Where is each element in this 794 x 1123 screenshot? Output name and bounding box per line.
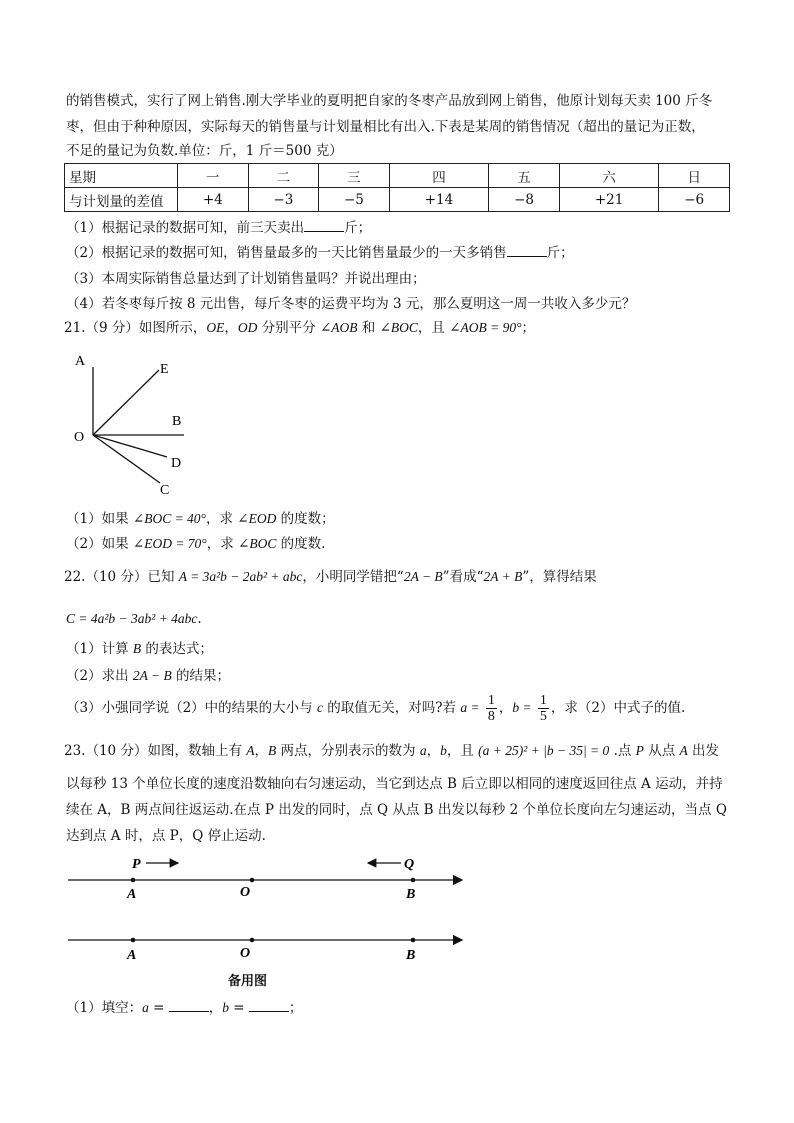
q20-part-2: （2）根据记录的数据可知，销售量最多的一天比销售量最少的一天多销售 斤； — [66, 245, 574, 261]
label-A-axis: A — [127, 887, 137, 902]
q22-part-3: （3）小强同学说（2）中的结果的大小与 c 的取值无关，对吗?若 a = $\frac{1}{8}$ ，b = $\frac{1}{5}$ ，求（2）中式子的值. — [66, 693, 686, 724]
table-header-label: 星期 — [65, 164, 178, 188]
point-A — [131, 878, 136, 883]
answer-blank[interactable] — [304, 219, 344, 232]
label-D: D — [171, 456, 182, 471]
point-B — [411, 878, 416, 883]
label-C: C — [160, 483, 170, 498]
table-day-cell: 六 — [559, 164, 659, 188]
answer-blank[interactable] — [507, 244, 547, 257]
point-O — [250, 938, 255, 943]
backup-figure-caption: 备用图 — [228, 974, 268, 989]
angle-figure — [60, 345, 200, 505]
table-row-values — [65, 188, 730, 212]
fraction-one-eighth: $\frac{1}{8}$ — [487, 693, 495, 724]
table-value-cell: +4 — [178, 188, 249, 212]
fraction-one-fifth: $\frac{1}{5}$ — [539, 693, 547, 724]
table-value-cell: −5 — [319, 188, 390, 212]
label-B: B — [172, 414, 182, 429]
point-A — [131, 938, 136, 943]
label-O-backup: O — [240, 946, 251, 961]
point-B — [411, 938, 416, 943]
intro-line-3: 不足的量记为负数.单位：斤，1 斤＝500 克） — [66, 143, 343, 159]
table-day-cell: 四 — [389, 164, 489, 188]
label-A: A — [75, 354, 86, 369]
table-value-cell: +21 — [559, 188, 659, 212]
q23-line-2: 以每秒 13 个单位长度的速度沿数轴向右匀速运动，当它到达点 B 后立即以相同的速度返回往点 A 运动，并持 — [66, 776, 723, 792]
q21-heading: 21.（9 分）如图所示，OE，OD 分别平分 ∠AOB 和 ∠BOC，且 ∠AOB = 90°； — [64, 320, 536, 336]
answer-blank-a[interactable] — [169, 999, 209, 1012]
q22-part-1: （1）计算 B 的表达式； — [66, 641, 213, 657]
q23-line-4: 达到点 A 时，点 P，Q 停止运动. — [66, 828, 266, 844]
backup-number-line-figure — [64, 925, 474, 965]
answer-blank-b[interactable] — [249, 999, 289, 1012]
table-value-cell: −8 — [489, 188, 560, 212]
label-O: O — [74, 430, 85, 445]
label-P: P — [132, 857, 141, 872]
q21-part-1: （1）如果 ∠BOC = 40°，求 ∠EOD 的度数； — [66, 511, 335, 527]
label-E: E — [160, 362, 169, 377]
label-B-axis: B — [406, 887, 416, 902]
q22-line-2: C = 4a²b − 3ab² + 4abc. — [66, 611, 202, 627]
table-day-cell: 五 — [489, 164, 560, 188]
table-day-cell: 日 — [659, 164, 730, 188]
table-value-cell: +14 — [389, 188, 489, 212]
table-day-cell: 三 — [319, 164, 390, 188]
label-O-axis: O — [240, 885, 251, 900]
label-A-backup: A — [127, 948, 137, 963]
table-value-cell: −6 — [659, 188, 730, 212]
q23-line-1: 23.（10 分）如图，数轴上有 A，B 两点，分别表示的数为 a，b，且 (a + 25)² + |b − 35| = 0 .点 P 从点 A 出发 — [64, 743, 720, 759]
table-value-cell: −3 — [248, 188, 319, 212]
q22-part-2: （2）求出 2A − B 的结果； — [66, 668, 231, 684]
q20-part-4: （4）若冬枣每斤按 8 元出售，每斤冬枣的运费平均为 3 元，那么夏明这一周一共收入多少元？ — [66, 296, 636, 312]
table-day-cell: 二 — [248, 164, 319, 188]
table-row-label: 与计划量的差值 — [65, 188, 178, 212]
q23-line-3: 续在 A，B 两点间往返运动.在点 P 出发的同时，点 Q 从点 B 出发以每秒 2 个单位长度向左匀速运动，当点 Q — [66, 802, 727, 818]
q20-part-3: （3）本周实际销售总量达到了计划销售量吗？并说出理由； — [66, 271, 426, 287]
number-line-figure — [64, 852, 474, 908]
intro-line-1: 的销售模式，实行了网上销售.刚大学毕业的夏明把自家的冬枣产品放到网上销售，他原计划每天卖 100 斤冬 — [66, 93, 713, 109]
label-Q: Q — [404, 857, 415, 872]
label-B-backup: B — [406, 948, 416, 963]
q23-part-1: （1）填空：a = ，b = ； — [66, 1000, 303, 1016]
q22-heading: 22.（10 分）已知 A = 3a²b − 2ab² + abc，小明同学错把“2A − B”看成“2A + B”，算得结果 — [64, 569, 597, 585]
point-O — [250, 878, 255, 883]
table-row-days — [65, 164, 730, 188]
sales-table — [64, 163, 730, 212]
q20-part-1: （1）根据记录的数据可知，前三天卖出 斤； — [66, 220, 372, 236]
q21-part-2: （2）如果 ∠EOD = 70°，求 ∠BOC 的度数. — [66, 536, 326, 552]
table-day-cell: 一 — [178, 164, 249, 188]
intro-line-2: 枣，但由于种种原因，实际每天的销售量与计划量相比有出入.下表是某周的销售情况（超出的量记为正数， — [66, 119, 705, 135]
